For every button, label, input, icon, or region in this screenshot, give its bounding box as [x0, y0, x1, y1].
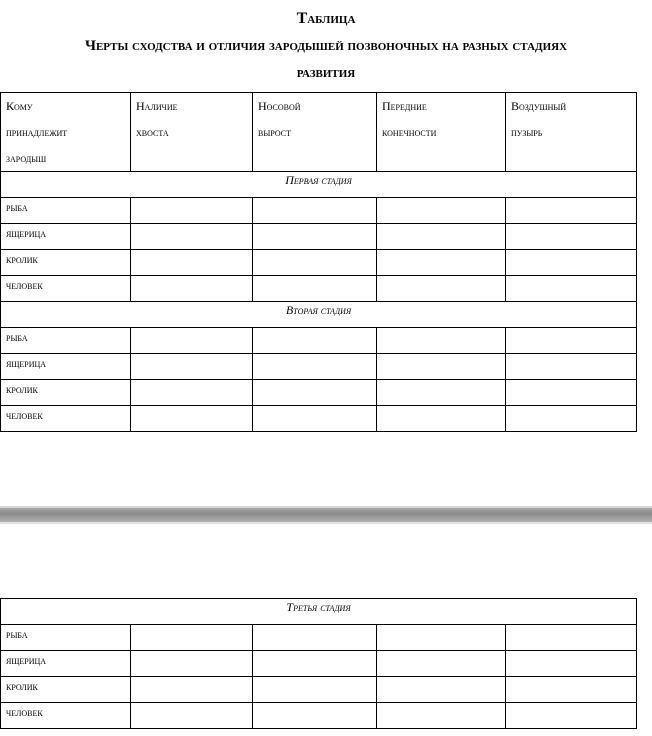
header-cell-swim-bladder: Воздушный пузырь [506, 93, 637, 172]
table-cell[interactable] [506, 703, 637, 729]
table-cell[interactable] [253, 406, 377, 432]
table-cell[interactable] [253, 625, 377, 651]
table-cell[interactable] [377, 380, 506, 406]
table-cell[interactable] [377, 703, 506, 729]
table-cell[interactable] [253, 651, 377, 677]
row-label: кролик [1, 250, 131, 276]
table-cell[interactable] [377, 198, 506, 224]
table-cell[interactable] [506, 198, 637, 224]
table-cell[interactable] [377, 276, 506, 302]
row-label: рыба [1, 625, 131, 651]
table-cell[interactable] [506, 276, 637, 302]
header-cell-nasal: Носовой вырост [253, 93, 377, 172]
table-cell[interactable] [506, 651, 637, 677]
table-cell[interactable] [131, 651, 253, 677]
table-cell[interactable] [131, 625, 253, 651]
table-row [1, 354, 637, 380]
row-label: человек [1, 406, 131, 432]
table-cell[interactable] [506, 406, 637, 432]
table-cell[interactable] [131, 354, 253, 380]
table-row [1, 224, 637, 250]
table-row [1, 250, 637, 276]
stage-row [1, 172, 637, 198]
stage-row [1, 599, 637, 625]
stage-label: Вторая стадия [1, 302, 637, 328]
table-cell[interactable] [131, 406, 253, 432]
table-cell[interactable] [506, 328, 637, 354]
table-cell[interactable] [131, 328, 253, 354]
row-label: ящерица [1, 651, 131, 677]
header-cell-owner: Кому принадлежит зародыш [1, 93, 131, 172]
table-cell[interactable] [131, 224, 253, 250]
table-cell[interactable] [131, 703, 253, 729]
table-row [1, 625, 637, 651]
table-cell[interactable] [377, 224, 506, 250]
row-label: человек [1, 703, 131, 729]
stage-label: Третья стадия [1, 599, 637, 625]
table-cell[interactable] [253, 198, 377, 224]
stage-row [1, 302, 637, 328]
embryo-table-page2 [0, 598, 637, 729]
embryo-table-page1 [0, 92, 637, 432]
table-cell[interactable] [131, 276, 253, 302]
page-break-edge [0, 522, 652, 524]
table-cell[interactable] [131, 677, 253, 703]
table-cell[interactable] [506, 380, 637, 406]
table-header-row [1, 93, 637, 172]
table-cell[interactable] [377, 354, 506, 380]
table-cell[interactable] [506, 250, 637, 276]
table-cell[interactable] [253, 677, 377, 703]
table-row [1, 328, 637, 354]
table-row [1, 380, 637, 406]
table-cell[interactable] [131, 250, 253, 276]
table-cell[interactable] [253, 354, 377, 380]
table-cell[interactable] [253, 328, 377, 354]
stage-label: Первая стадия [1, 172, 637, 198]
table-row [1, 703, 637, 729]
table-cell[interactable] [377, 406, 506, 432]
table-cell[interactable] [377, 651, 506, 677]
document-subtitle-line2: развития [296, 65, 356, 81]
header-cell-forelimbs: Передние конечности [377, 93, 506, 172]
table-cell[interactable] [131, 198, 253, 224]
table-cell[interactable] [377, 328, 506, 354]
document-subtitle-line1: Черты сходства и отличия зародышей позвоночных на разных стадиях [84, 38, 568, 54]
table-cell[interactable] [253, 703, 377, 729]
table-row [1, 276, 637, 302]
document-title: Таблица [296, 10, 356, 27]
table-cell[interactable] [377, 250, 506, 276]
table-row [1, 651, 637, 677]
row-label: кролик [1, 380, 131, 406]
table-cell[interactable] [253, 224, 377, 250]
row-label: ящерица [1, 354, 131, 380]
table-cell[interactable] [377, 625, 506, 651]
table-cell[interactable] [253, 380, 377, 406]
table-cell[interactable] [506, 625, 637, 651]
table-cell[interactable] [131, 380, 253, 406]
header-cell-tail: Наличие хвоста [131, 93, 253, 172]
row-label: рыба [1, 328, 131, 354]
row-label: рыба [1, 198, 131, 224]
table-cell[interactable] [253, 276, 377, 302]
table-row [1, 406, 637, 432]
row-label: кролик [1, 677, 131, 703]
table-cell[interactable] [377, 677, 506, 703]
table-cell[interactable] [506, 677, 637, 703]
page-break-divider [0, 508, 652, 522]
row-label: человек [1, 276, 131, 302]
row-label: ящерица [1, 224, 131, 250]
table-cell[interactable] [506, 224, 637, 250]
table-row [1, 677, 637, 703]
table-row [1, 198, 637, 224]
table-cell[interactable] [253, 250, 377, 276]
table-cell[interactable] [506, 354, 637, 380]
